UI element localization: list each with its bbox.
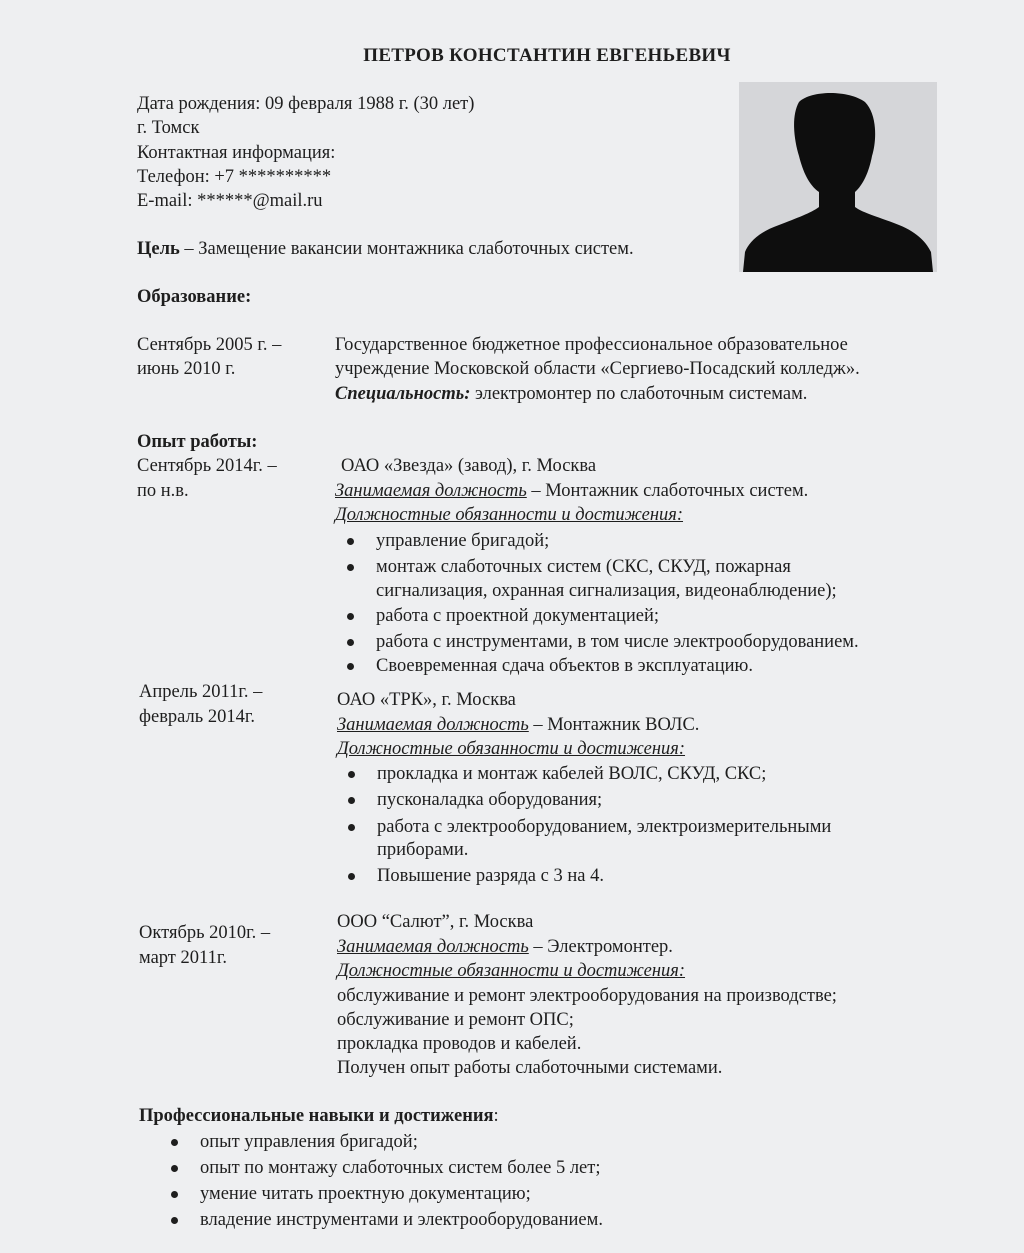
duty-item: работа с электрооборудованием, электроизмерительными (377, 817, 832, 837)
duty-item: пусконаладка оборудования; (377, 790, 603, 810)
job-period-start: Сентябрь 2014г. – (137, 456, 277, 476)
duty-line: прокладка проводов и кабелей. (337, 1034, 582, 1054)
duty-item: монтаж слаботочных систем (СКС, СКУД, пожарная (376, 557, 791, 577)
bullet-icon (347, 538, 354, 545)
duty-item: прокладка и монтаж кабелей ВОЛС, СКУД, СКС; (377, 764, 767, 784)
bullet-icon (347, 663, 354, 670)
duty-line: обслуживание и ремонт ОПС; (337, 1010, 574, 1030)
education-period-end: июнь 2010 г. (137, 359, 236, 379)
bullet-icon (171, 1191, 178, 1198)
education-institution-line-2: учреждение Московской области «Сергиево-Посадский колледж». (335, 359, 860, 379)
job-period-end: март 2011г. (139, 948, 227, 968)
bullet-icon (348, 873, 355, 880)
duty-line: обслуживание и ремонт электрооборудования на производстве; (337, 986, 837, 1006)
skill-item: опыт управления бригадой; (200, 1132, 418, 1152)
job-company: ОАО «Звезда» (завод), г. Москва (341, 456, 597, 476)
skill-item: умение читать проектную документацию; (200, 1184, 531, 1204)
bullet-icon (347, 613, 354, 620)
bullet-icon (171, 1217, 178, 1224)
position-text: – Электромонтер. (528, 937, 673, 957)
email: E-mail: ******@mail.ru (137, 191, 323, 211)
bullet-icon (348, 797, 355, 804)
position-text: – Монтажник слаботочных систем. (526, 481, 809, 501)
skills-heading-colon: : (493, 1106, 499, 1126)
contact-label: Контактная информация: (137, 143, 336, 163)
duty-item-continuation: сигнализация, охранная сигнализация, видеонаблюдение); (376, 581, 837, 601)
birth-date: Дата рождения: 09 февраля 1988 г. (30 лет) (137, 94, 475, 114)
position-label: Занимаемая должность (337, 937, 529, 957)
education-specialty (335, 382, 807, 406)
goal (137, 237, 634, 261)
skill-item: опыт по монтажу слаботочных систем более 5 лет; (200, 1158, 601, 1178)
position-label: Занимаемая должность (337, 715, 529, 735)
job-position (335, 479, 808, 503)
duty-line: Получен опыт работы слаботочными системами. (337, 1058, 723, 1078)
job-period-start: Октябрь 2010г. – (139, 923, 271, 943)
duty-item: управление бригадой; (376, 531, 550, 551)
phone: Телефон: +7 ********** (137, 167, 332, 187)
experience-heading: Опыт работы: (137, 432, 258, 452)
person-silhouette-icon (739, 82, 937, 272)
job-period-start: Апрель 2011г. – (139, 682, 263, 702)
education-heading: Образование: (137, 287, 252, 307)
job-position (337, 935, 673, 959)
duties-label: Должностные обязанности и достижения: (337, 961, 686, 981)
duties-label: Должностные обязанности и достижения: (337, 739, 686, 759)
skills-heading: Профессиональные навыки и достижения (139, 1106, 494, 1126)
job-period-end: по н.в. (137, 481, 189, 501)
duty-item: работа с проектной документацией; (376, 606, 659, 626)
goal-label: Цель (137, 239, 180, 259)
specialty-label: Специальность: (335, 384, 471, 404)
duties-label: Должностные обязанности и достижения: (335, 505, 684, 525)
skill-item: владение инструментами и электрооборудованием. (200, 1210, 603, 1230)
bullet-icon (347, 639, 354, 646)
goal-text: – Замещение вакансии монтажника слаботочных систем. (179, 239, 634, 259)
skills-heading-line (139, 1104, 499, 1128)
position-label: Занимаемая должность (335, 481, 527, 501)
candidate-name: ПЕТРОВ КОНСТАНТИН ЕВГЕНЬЕВИЧ (363, 45, 731, 66)
job-company: ООО “Салют”, г. Москва (337, 912, 534, 932)
bullet-icon (348, 771, 355, 778)
duty-item: работа с инструментами, в том числе электрооборудованием. (376, 632, 859, 652)
bullet-icon (348, 824, 355, 831)
education-period-start: Сентябрь 2005 г. – (137, 335, 282, 355)
position-text: – Монтажник ВОЛС. (528, 715, 700, 735)
duty-item: Повышение разряда с 3 на 4. (377, 866, 604, 886)
job-company: ОАО «ТРК», г. Москва (337, 690, 516, 710)
bullet-icon (171, 1139, 178, 1146)
education-institution-line-1: Государственное бюджетное профессиональное образовательное (335, 335, 848, 355)
bullet-icon (347, 564, 354, 571)
city: г. Томск (137, 118, 200, 138)
profile-photo-placeholder (739, 82, 937, 272)
bullet-icon (171, 1165, 178, 1172)
duty-item: Своевременная сдача объектов в эксплуатацию. (376, 656, 753, 676)
specialty-text: электромонтер по слаботочным системам. (470, 384, 808, 404)
duty-item-continuation: приборами. (377, 840, 469, 860)
job-period-end: февраль 2014г. (139, 707, 255, 727)
job-position (337, 713, 699, 737)
